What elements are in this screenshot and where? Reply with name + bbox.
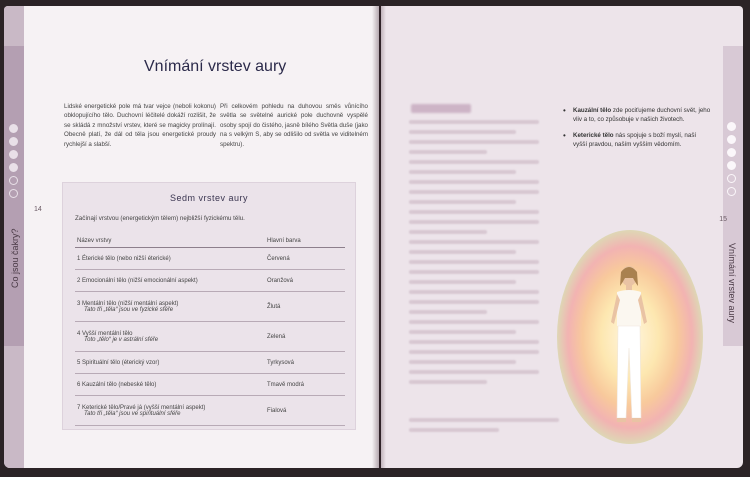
right-page: [381, 6, 743, 468]
left-page: [4, 6, 379, 468]
chakra-dots-right: [727, 122, 739, 200]
dot-icon: [9, 150, 18, 159]
aura-layers-box: [62, 182, 356, 430]
box-subtitle: Začínají vrstvou (energetickým tělem) nejbližší fyzickému tělu.: [75, 215, 245, 222]
layer-color: Červená: [265, 248, 345, 270]
dot-icon: [9, 176, 18, 185]
layer-note: Toto „tělo“ je v astrální sféře: [84, 336, 159, 343]
table-row: [75, 352, 345, 374]
aura-layers-table: [75, 235, 345, 426]
layer-name: 6 Kauzální tělo (nebeské tělo): [75, 374, 265, 396]
dot-icon: [727, 161, 736, 170]
faded-caption: [409, 418, 559, 438]
layer-note: Tato tři „těla“ jsou ve spirituální sféře: [84, 410, 181, 417]
bullet-term: Kauzální tělo: [573, 107, 612, 114]
page-number-right: 15: [719, 216, 727, 223]
layer-color: Tyrkysová: [265, 352, 345, 374]
column-header: Hlavní barva: [265, 235, 345, 248]
dot-icon: [727, 148, 736, 157]
column-header: Název vrstvy: [75, 235, 265, 248]
layer-color: Tmavě modrá: [265, 374, 345, 396]
layer-color: Fialová: [265, 396, 345, 426]
dot-icon: [9, 124, 18, 133]
table-header-row: [75, 235, 345, 248]
faded-heading: [411, 104, 471, 113]
table-row: [75, 396, 345, 426]
page-number-left: 14: [34, 206, 42, 213]
dot-icon: [727, 187, 736, 196]
page-title: Vnímání vrstev aury: [144, 58, 287, 75]
book-gutter: [372, 6, 386, 468]
dot-icon: [727, 174, 736, 183]
layer-color: Oranžová: [265, 270, 345, 292]
layer-color: Žlutá: [265, 292, 345, 322]
table-row: [75, 322, 345, 352]
table-row: [75, 374, 345, 396]
bullet-text: nás spojuje s boží myslí, naší vyšší pravdou, naším vyšším vědomím.: [573, 131, 697, 149]
faded-text-column: [409, 120, 539, 390]
chakra-dots-left: [9, 124, 21, 202]
layer-name: 4 Vyšší mentální tělo: [77, 330, 133, 337]
paragraph-2: Při celkovém pohledu na duhovou směs vůnícího světla se světelné aurické pole duchovně vyspělé osoby spojí do čistého, jasně bílého Světla duše (jako na s velkým S, aby se odlišilo od světla ve viditelném spektru).: [220, 103, 368, 148]
layer-name: 1 Éterické tělo (nebo nižší éterické): [75, 248, 265, 270]
person-figure-icon: [605, 264, 653, 424]
running-title-left: Co jsou čakry?: [10, 228, 20, 288]
bullet-text: zde pociťujeme duchovní svět, jeho vliv a to, co způsobuje v našich životech.: [573, 107, 711, 124]
layer-name: 2 Emocionální tělo (nižší emocionální aspekt): [75, 270, 265, 292]
dot-icon: [9, 189, 18, 198]
table-row: [75, 248, 345, 270]
dot-icon: [727, 122, 736, 131]
box-title: Sedm vrstev aury: [169, 193, 249, 203]
table-row: [75, 292, 345, 322]
layer-name: 7 Keterické tělo/Pravé já (vyšší mentální aspekt): [77, 404, 206, 411]
paragraph-1: Lidské energetické pole má tvar vejce (neboli kokonu) obklopujícího tělo. Duchovní léčitelé dokáží rozlišit, že se skládá z množství vrstev, které se magicky prolínají. Obecně platí, že dál od těla jsou energetické proudy rychlejší a slabší.: [64, 103, 216, 148]
dot-icon: [9, 137, 18, 146]
running-title-right: Vnímání vrstev aury: [727, 242, 737, 324]
bullet-term: Keterické tělo: [573, 131, 614, 139]
layer-name: 3 Mentální tělo (nižší mentální aspekt): [77, 300, 179, 307]
dot-icon: [727, 135, 736, 144]
layer-note: Tato tři „těla“ jsou ve fyzické sféře: [84, 306, 174, 313]
table-row: [75, 270, 345, 292]
list-item: [561, 131, 711, 150]
layer-color: Zelená: [265, 322, 345, 352]
list-item: [561, 106, 711, 125]
layer-name: 5 Spirituální tělo (éterický vzor): [75, 352, 265, 374]
dot-icon: [9, 163, 18, 172]
bullet-list: [561, 106, 711, 156]
